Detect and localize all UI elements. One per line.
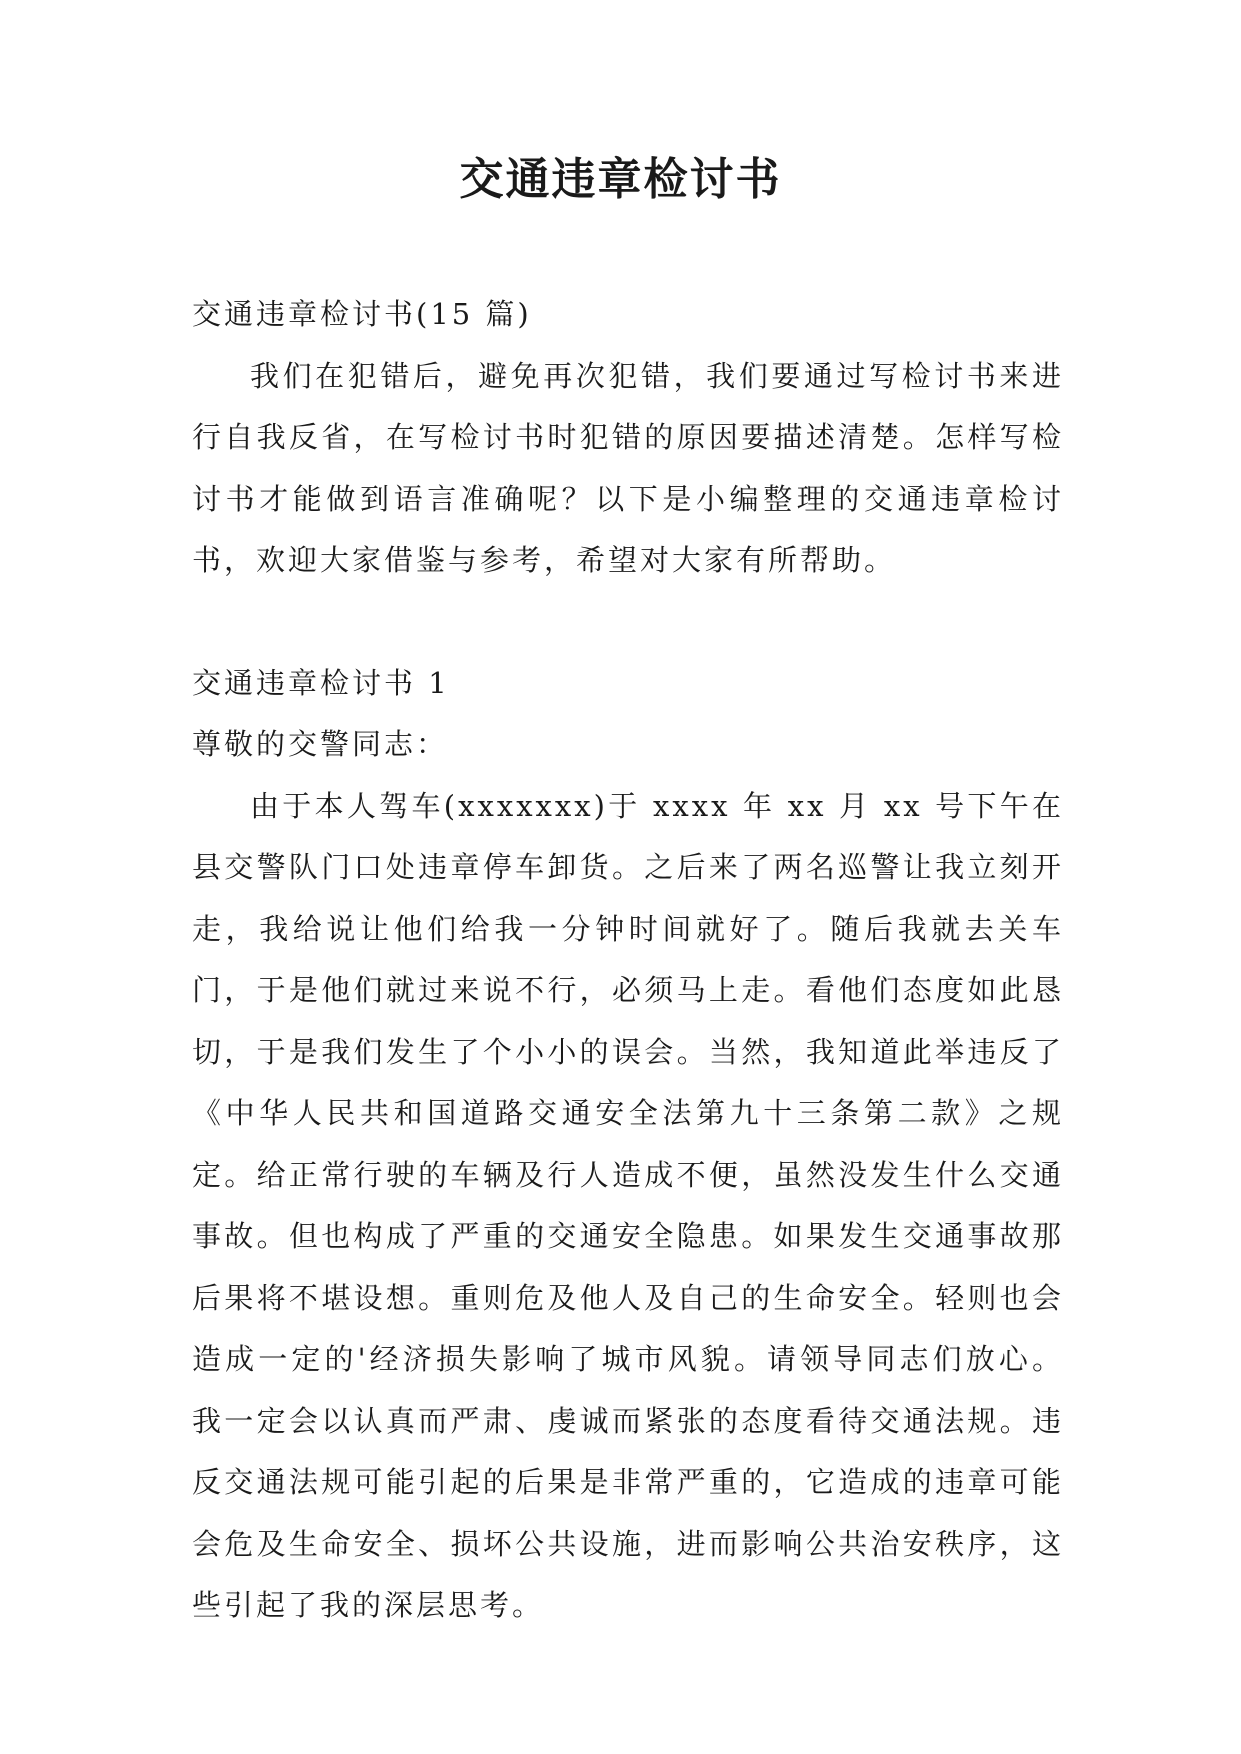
document-title: 交通违章检讨书 <box>459 154 782 205</box>
intro-paragraph: 我们在犯错后，避免再次犯错，我们要通过写检讨书来进行自我反省，在写检讨书时犯错的原因要描述清楚。怎样写检讨书才能做到语言准确呢？以下是小编整理的交通违章检讨书，欢迎大家借鉴与参考，希望对大家有所帮助。 <box>192 358 1064 577</box>
document-subtitle: 交通违章检讨书(15 篇) <box>192 297 532 331</box>
body-paragraph: 由于本人驾车(xxxxxxx)于 xxxx 年 xx 月 xx 号下午在县交警队门口处违章停车卸货。之后来了两名巡警让我立刻开走，我给说让他们给我一分钟时间就好了。随后我就去关车门，于是他们就过来说不行，必须马上走。看他们态度如此恳切，于是我们发生了个小小的误会。当然，我知道此举违反了《中华人民共和国道路交通安全法第九十三条第二款》之规定。给正常行驶的车辆及行人造成不便，虽然没发生什么交通事故。但也构成了严重的交通安全隐患。如果发生交通事故那后果将不堪设想。重则危及他人及自己的生命安全。轻则也会造成一定的'经济损失影响了城市风貌。请领导同志们放心。我一定会以认真而严肃、虔诚而紧张的态度看待交通法规。违反交通法规可能引起的后果是非常严重的，它造成的违章可能会危及生命安全、损坏公共设施，进而影响公共治安秩序，这些引起了我的深层思考。 <box>192 788 1064 1622</box>
salutation: 尊敬的交警同志： <box>192 727 449 761</box>
paragraph-spacer <box>192 592 1064 653</box>
section-heading: 交通违章检讨书 1 <box>192 665 450 700</box>
document-content <box>192 284 1064 1637</box>
